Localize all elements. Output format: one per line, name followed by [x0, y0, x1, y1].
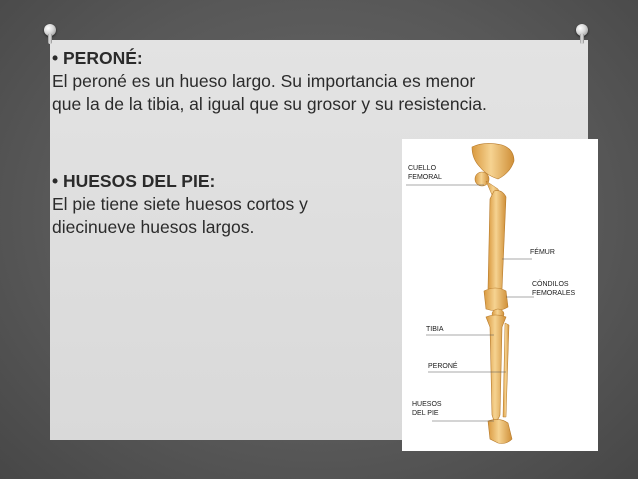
- label-huesos-line1: HUESOS: [412, 401, 442, 408]
- femoral-head: [475, 172, 489, 186]
- femur-shaft: [488, 191, 506, 299]
- huesos-pie-text-line-1: El pie tiene siete huesos cortos y: [52, 194, 308, 214]
- perone-text-line-2: que la de la tibia, al igual que su grosor y su resistencia.: [52, 94, 487, 114]
- femoral-condyles: [484, 288, 508, 311]
- label-femur: FÉMUR: [530, 249, 555, 256]
- pushpin-right-icon: [575, 24, 589, 44]
- label-huesos-line2: DEL PIE: [412, 410, 439, 417]
- label-condilos-line2: FEMORALES: [532, 290, 576, 297]
- perone-text-line-1: El peroné es un hueso largo. Su importancia es menor: [52, 71, 476, 91]
- label-tibia: TIBIA: [426, 326, 444, 333]
- tibia-bone: [486, 315, 506, 421]
- fibula-bone: [503, 323, 509, 417]
- pushpin-left-icon: [43, 24, 57, 44]
- label-cuello-line1: CUELLO: [408, 165, 437, 172]
- foot-bones: [488, 419, 512, 443]
- leg-bones-illustration: [402, 139, 598, 451]
- perone-heading: • PERONÉ:: [52, 48, 143, 68]
- label-cuello-line2: FEMORAL: [408, 174, 442, 181]
- label-condilos-line1: CÓNDILOS: [532, 281, 569, 288]
- huesos-pie-text-line-2: diecinueve huesos largos.: [52, 217, 255, 237]
- label-perone: PERONÉ: [428, 363, 458, 370]
- huesos-pie-heading: • HUESOS DEL PIE:: [52, 171, 216, 191]
